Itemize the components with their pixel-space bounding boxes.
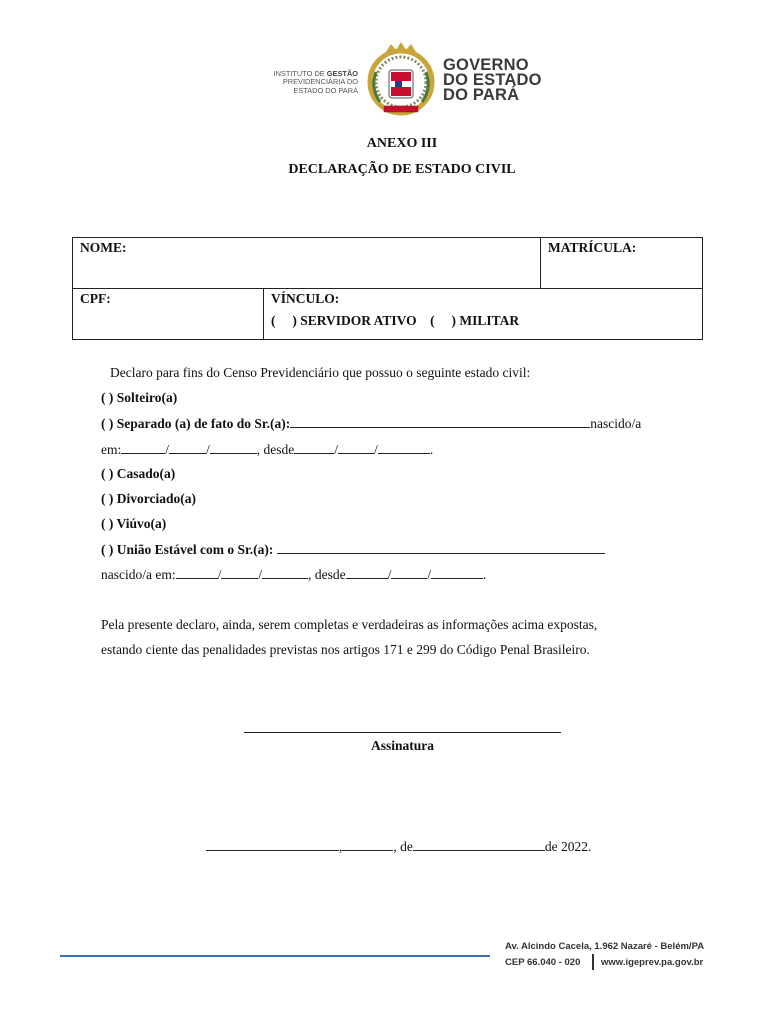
birth-day-field[interactable] [121,441,165,454]
month-field[interactable] [413,838,545,851]
uniao-since-year-field[interactable] [431,566,483,579]
matricula-cell[interactable] [541,238,703,289]
city-field[interactable] [206,838,339,851]
since-month-field[interactable] [338,441,374,454]
option-solteiro[interactable]: ( ) Solteiro(a) [101,390,178,405]
nascido-em-label: nascido/a em: [101,567,176,582]
em-label: em: [101,442,122,457]
uniao-dates-row: nascido/a em: / / , desde / / . [101,567,487,582]
intro-text: Declaro para fins do Censo Previdenciário que possuo o seguinte estado civil: [110,365,531,380]
matricula-label: MATRÍCULA: [548,240,637,255]
signature-label: Assinatura [370,738,434,753]
annex-title: ANEXO III [366,136,438,151]
footer-separator [592,954,594,970]
option-uniao[interactable]: ( ) União Estável com o Sr.(a): [101,542,274,557]
option-separado[interactable]: ( ) Separado (a) de fato do Sr.(a): [101,416,291,431]
gov-line3: DO PARÁ [443,86,520,104]
separado-row [101,415,641,432]
vinculo-cell[interactable] [264,289,703,340]
de-label: , de [393,839,413,854]
igeprev-line2: PREVIDENCIÁRIA DO [282,77,358,87]
igeprev-line1-pre: INSTITUTO DE [273,69,327,78]
footer-divider [60,955,490,957]
nome-label: NOME: [80,240,127,255]
since-year-field[interactable] [378,441,430,454]
uniao-since-day-field[interactable] [346,566,388,579]
uniao-name-field[interactable] [277,541,605,554]
vinculo-label: VÍNCULO: [271,291,340,306]
document-title: DECLARAÇÃO DE ESTADO CIVIL [288,162,516,177]
igeprev-line1-bold: GESTÃO [326,69,358,78]
uniao-birth-month-field[interactable] [221,566,258,579]
uniao-birth-year-field[interactable] [262,566,308,579]
uniao-row [101,541,605,558]
place-date-row: , , de de 2022. [206,838,591,855]
separado-dates-row: em: / / , desde / / . [101,442,434,457]
declaration-line-1: Pela presente declaro, ainda, serem completas e verdadeiras as informações acima expostas, [101,617,598,632]
state-seal-icon [364,42,438,118]
option-divorciado[interactable]: ( ) Divorciado(a) [101,491,196,506]
governo-logo-text [443,58,542,103]
separado-nascido-label: nascido/a [590,416,642,431]
footer-website-link[interactable]: www.igeprev.pa.gov.br [601,957,704,968]
signature-line[interactable] [244,732,561,733]
separado-name-field[interactable] [290,415,590,428]
year-label: de 2022. [544,839,592,854]
since-day-field[interactable] [294,441,334,454]
vinculo-options[interactable]: ( ) SERVIDOR ATIVO ( ) MILITAR [271,313,520,328]
footer-address: Av. Alcindo Cacela, 1.962 Nazaré - Belém/PA [505,941,705,952]
option-casado[interactable]: ( ) Casado(a) [101,466,176,481]
desde-label: , desde [256,442,295,457]
birth-year-field[interactable] [210,441,257,454]
cpf-cell[interactable] [73,289,264,340]
gov-line1: GOVERNO [443,56,529,74]
declaration-line-2: estando ciente das penalidades previstas nos artigos 171 e 299 do Código Penal Brasileiro. [101,642,590,657]
uniao-since-month-field[interactable] [391,566,427,579]
igeprev-line3: ESTADO DO PARÁ [293,85,358,95]
footer-cep: CEP 66.040 - 020 [505,957,581,968]
option-viuvo[interactable]: ( ) Viúvo(a) [101,516,167,531]
uniao-desde-label: , desde [308,567,346,582]
day-field[interactable] [342,838,393,851]
igeprev-logo-text [270,70,358,95]
uniao-birth-day-field[interactable] [176,566,218,579]
cpf-label: CPF: [80,291,111,306]
nome-cell[interactable] [73,238,541,289]
birth-month-field[interactable] [169,441,206,454]
identification-table [72,237,703,340]
gov-line2: DO ESTADO [443,71,542,89]
